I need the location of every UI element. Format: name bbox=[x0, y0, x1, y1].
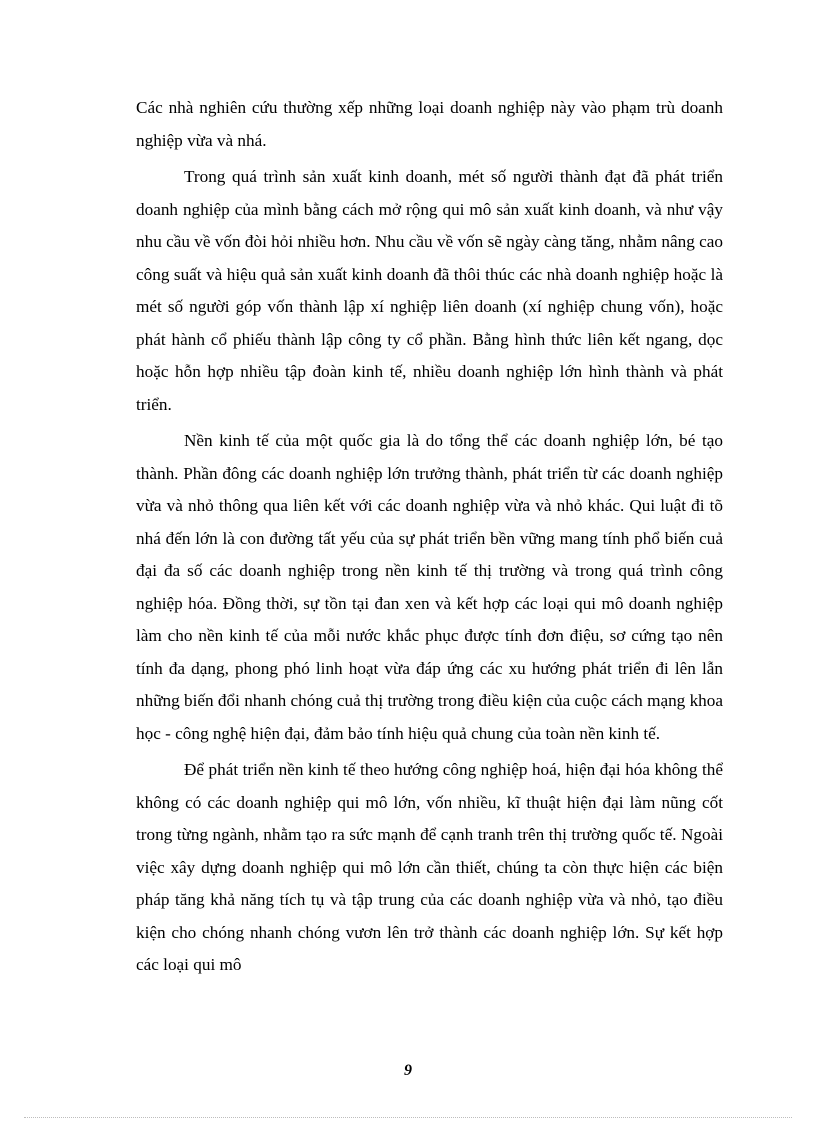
page-bottom-border bbox=[24, 1117, 792, 1118]
document-page bbox=[136, 92, 723, 986]
paragraph-1: Các nhà nghiên cứu thường xếp những loại doanh nghiệp này vào phạm trù doanh nghiệp vừa và nhá. bbox=[136, 98, 723, 150]
page-number: 9 bbox=[404, 1062, 412, 1079]
paragraph-3: Nền kinh tế của một quốc gia là do tổng thể các doanh nghiệp lớn, bé tạo thành. Phần đông các doanh nghiệp lớn trưởng thành, phát triển từ các doanh nghiệp vừa và nhỏ thông qua liên kết với các doanh nghiệp vừa và nhỏ khác. Qui luật đi tõ nhá đến lớn là con đường tất yếu của sự phát triển bền vững mang tính phổ biến cuả đại đa số các doanh nghiệp trong nền kinh tế thị trường và trong quá trình công nghiệp hóa. Đồng thời, sự tồn tại đan xen và kết hợp các loại qui mô doanh nghiệp làm cho nền kinh tế của mỗi nước khắc phục được tính đơn điệu, sơ cứng tạo nên tính đa dạng, phong phó linh hoạt vừa đáp ứng các xu hướng phát triển đi lên lẫn những biến đổi nhanh chóng cuả thị trường trong điều kiện của cuộc cách mạng khoa học - công nghệ hiện đại, đảm bảo tính hiệu quả chung của toàn nền kinh tế. bbox=[136, 431, 723, 743]
paragraph-4: Để phát triển nền kinh tế theo hướng công nghiệp hoá, hiện đại hóa không thể không có các doanh nghiệp qui mô lớn, vốn nhiều, kĩ thuật hiện đại làm nũng cốt trong từng ngành, nhằm tạo ra sức mạnh để cạnh tranh trên thị trường quốc tế. Ngoài việc xây dựng doanh nghiệp qui mô lớn cần thiết, chúng ta còn thực hiện các biện pháp tăng khả năng tích tụ và tập trung của các doanh nghiệp vừa và nhỏ, tạo điều kiện cho chóng nhanh chóng vươn lên trở thành các doanh nghiệp lớn. Sự kết hợp các loại qui mô bbox=[136, 760, 723, 974]
paragraph-2: Trong quá trình sản xuất kinh doanh, mét số người thành đạt đã phát triển doanh nghiệp của mình bằng cách mở rộng qui mô sản xuất kinh doanh, và như vậy nhu cầu về vốn đòi hỏi nhiều hơn. Nhu cầu về vốn sẽ ngày càng tăng, nhằm nâng cao công suất và hiệu quả sản xuất kinh doanh đã thôi thúc các nhà doanh nghiệp hoặc là mét số người góp vốn thành lập xí nghiệp liên doanh (xí nghiệp chung vốn), hoặc phát hành cổ phiếu thành lập công ty cổ phần. Bằng hình thức liên kết ngang, dọc hoặc hỗn hợp nhiều tập đoàn kinh tế, nhiều doanh nghiệp lớn hình thành và phát triển. bbox=[136, 167, 723, 414]
